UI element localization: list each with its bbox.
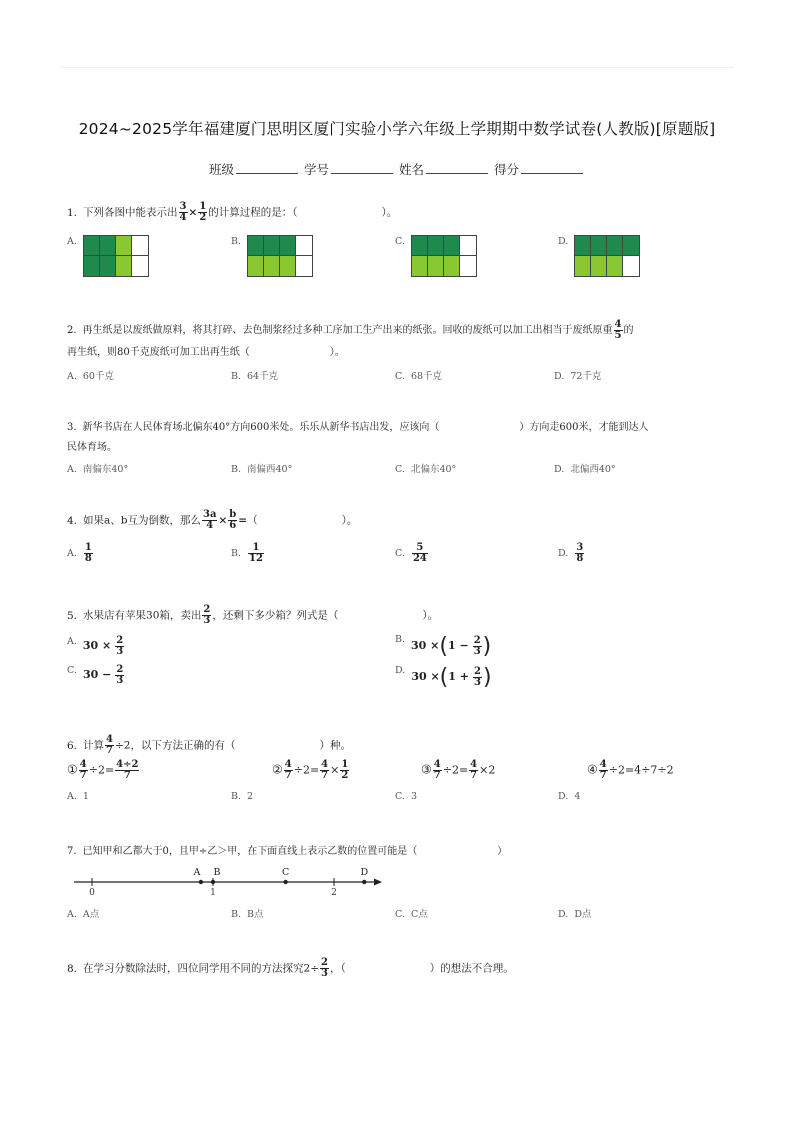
question-text: 在学习分数除法时，四位同学用不同的方法探究2÷	[83, 962, 320, 975]
operator: ×	[188, 206, 198, 219]
question-number: 1.	[67, 206, 78, 219]
question-text: 水果店有苹果30箱，卖出	[83, 609, 202, 622]
grid-cell	[84, 256, 100, 276]
grid-cell	[460, 256, 476, 276]
grid-cell	[591, 236, 607, 256]
question-text: ÷2，以下方法正确的有（ ）种。	[115, 739, 351, 752]
grid-cell	[132, 256, 148, 276]
point-a	[199, 880, 203, 884]
grid-cell	[100, 236, 116, 256]
q1-option-c[interactable]: C.	[395, 236, 405, 247]
q6-option-c[interactable]: C. 3	[395, 791, 417, 802]
q4-option-a[interactable]: A. $\frac{1}{8}$	[67, 542, 92, 564]
q2-option-c[interactable]: C. 68千克	[395, 371, 443, 382]
question-8: 8. 在学习分数除法时，四位同学用不同的方法探究2÷ $\frac{2}{3}$ ，（ ）的想法不合理。	[67, 957, 514, 979]
q4-option-d[interactable]: D. $\frac{3}{8}$	[558, 542, 584, 564]
grid-cell	[428, 236, 444, 256]
grid-cell	[116, 256, 132, 276]
grid-cell	[575, 236, 591, 256]
tick-label: 1	[210, 888, 216, 898]
student-id-blank[interactable]	[331, 161, 393, 174]
q2-option-a[interactable]: A. 60千克	[67, 371, 114, 382]
q4-option-c[interactable]: C. $\frac{5}{24}$	[395, 542, 427, 564]
grid-cell	[248, 236, 264, 256]
question-text: 再生纸，则80千克废纸可加工出再生纸（ ）。	[67, 347, 345, 358]
q3-option-a[interactable]: A. 南偏东40°	[67, 464, 129, 475]
question-5: 5. 水果店有苹果30箱，卖出 $\frac{2}{3}$ ，还剩下多少箱？列式是（ ）。	[67, 604, 439, 626]
point-label: A	[193, 867, 201, 878]
operator: ×	[218, 514, 228, 527]
top-divider	[60, 67, 734, 68]
question-text: 计算	[83, 739, 105, 752]
page-title: 2024~2025学年福建厦门思明区厦门实验小学六年级上学期期中数学试卷(人教版)[原题版]	[78, 120, 716, 138]
q7-option-d[interactable]: D. D点	[558, 909, 592, 920]
operator: =	[238, 514, 248, 527]
class-label: 班级	[208, 162, 234, 177]
q1-grid-c	[411, 235, 477, 277]
question-3-line2	[67, 438, 117, 453]
name-label: 姓名	[398, 162, 424, 177]
grid-cell	[100, 256, 116, 276]
number-line	[70, 860, 390, 900]
grid-cell	[296, 256, 312, 276]
question-2	[67, 320, 634, 341]
question-1	[67, 202, 397, 223]
q7-option-a[interactable]: A. A点	[67, 909, 100, 920]
question-7: 7. 已知甲和乙都大于0，且甲÷乙＞甲，在下面直线上表示乙数的位置可能是（ ）	[67, 846, 508, 857]
question-4: 4. 如果a、b互为倒数，那么 $\frac{3a}{4}$ × $\frac{b}{6}$ =（ ）。	[67, 509, 358, 531]
fraction: $\frac{4}{5}$	[614, 319, 622, 341]
q7-option-c[interactable]: C. C点	[395, 909, 428, 920]
point-label: C	[281, 867, 290, 878]
grid-cell	[607, 256, 623, 276]
fraction: $\frac{b}{6}$	[229, 509, 237, 531]
grid-cell	[280, 256, 296, 276]
q4-option-b[interactable]: B. $\frac{1}{12}$	[231, 542, 263, 564]
grid-cell	[264, 236, 280, 256]
q1-grid-d	[574, 235, 640, 277]
question-text: ，还剩下多少箱？列式是（ ）。	[212, 609, 439, 622]
question-text: 再生纸是以废纸做原料，将其打碎、去色制浆经过多种工序加工生产出来的纸张。回收的废纸可以加工出相当于废纸原重	[82, 325, 613, 336]
q5-option-c[interactable]: C. 30 − $\frac{2}{3}$	[67, 664, 124, 686]
point-label: D	[360, 867, 369, 878]
question-text: 如果a、b互为倒数，那么	[83, 514, 202, 527]
q1-option-a[interactable]: A.	[67, 236, 77, 247]
q6-option-d[interactable]: D. 4	[558, 791, 581, 802]
q5-option-a[interactable]: A. 30 × $\frac{2}{3}$	[67, 635, 124, 657]
tick-label: 0	[89, 888, 95, 898]
tick-label: 2	[331, 888, 337, 898]
fraction: $\frac{1}{2}$	[199, 201, 207, 223]
q1-grid-a	[83, 235, 149, 277]
q1-option-b[interactable]: B.	[231, 236, 242, 247]
q6-method-4: ④ $\frac{4}{7}$ ÷2=4÷7÷2	[587, 759, 674, 781]
q1-option-d[interactable]: D.	[558, 236, 569, 247]
grid-cell	[280, 236, 296, 256]
name-blank[interactable]	[426, 161, 488, 174]
fraction: $\frac{2}{3}$	[203, 604, 211, 626]
q7-option-b[interactable]: B. B点	[231, 909, 264, 920]
question-number: 2.	[67, 325, 77, 336]
question-text: 下列各图中能表示出	[83, 206, 178, 219]
question-text: 新华书店在人民体育场北偏东40°方向600米处。乐乐从新华书店出发，应该向（ ）方向走600米，才能到达人	[82, 422, 649, 433]
grid-cell	[607, 236, 623, 256]
fraction: $\frac{3}{4}$	[179, 201, 187, 223]
q6-method-2: ② $\frac{4}{7}$ ÷2= $\frac{4}{7}$ × $\frac{1}{2}$	[272, 759, 349, 781]
q6-option-a[interactable]: A. 1	[67, 791, 89, 802]
grid-cell	[428, 256, 444, 276]
q6-method-1: ① $\frac{4}{7}$ ÷2= $\frac{4\div 2}{7}$	[67, 759, 139, 781]
question-text: （ ）。	[247, 514, 358, 527]
fraction: $\frac{2}{3}$	[321, 957, 328, 979]
grid-cell	[444, 256, 460, 276]
point-b	[211, 880, 215, 884]
point-d	[362, 880, 366, 884]
fraction: $\frac{4}{7}$	[106, 734, 113, 756]
question-text: 的	[623, 325, 634, 336]
arrow-head	[374, 879, 382, 886]
grid-cell	[460, 236, 476, 256]
grid-cell	[116, 236, 132, 256]
grid-cell	[444, 236, 460, 256]
q6-option-b[interactable]: B. 2	[231, 791, 254, 802]
q3-option-c[interactable]: C. 北偏东40°	[395, 464, 457, 475]
student-id-label: 学号	[303, 162, 329, 177]
grid-cell	[412, 256, 428, 276]
question-text: ，（ ）的想法不合理。	[329, 962, 514, 975]
q6-method-3: ③ $\frac{4}{7}$ ÷2= $\frac{4}{7}$ ×2	[421, 759, 496, 781]
point-c	[283, 880, 287, 884]
grid-cell	[264, 256, 280, 276]
question-2-line2	[67, 343, 345, 358]
grid-cell	[412, 236, 428, 256]
q2-option-b[interactable]: B. 64千克	[231, 371, 279, 382]
q3-option-b[interactable]: B. 南偏西40°	[231, 464, 293, 475]
grid-cell	[132, 236, 148, 256]
question-text: 的计算过程的是：（ ）。	[208, 206, 398, 219]
question-6: 6. 计算 $\frac{4}{7}$ ÷2，以下方法正确的有（ ）种。	[67, 734, 351, 756]
q5-option-b[interactable]: B. 30 ×(1 − $\frac{2}{3}$ )	[395, 634, 492, 659]
student-info-line	[0, 160, 794, 178]
grid-cell	[296, 236, 312, 256]
question-text: 民体育场。	[67, 442, 117, 453]
grid-cell	[623, 236, 639, 256]
grid-cell	[591, 256, 607, 276]
q5-option-d[interactable]: D. 30 ×(1 + $\frac{2}{3}$ )	[395, 665, 492, 690]
q2-option-d[interactable]: D. 72千克	[554, 371, 602, 382]
point-label: B	[213, 867, 221, 878]
question-3: 3. 新华书店在人民体育场北偏东40°方向600米处。乐乐从新华书店出发，应该向（ ）方向走600米，才能到达人	[67, 422, 649, 433]
class-blank[interactable]	[236, 161, 298, 174]
grid-cell	[84, 236, 100, 256]
q3-option-d[interactable]: D. 北偏西40°	[554, 464, 616, 475]
score-blank[interactable]	[521, 161, 583, 174]
fraction: $\frac{3a}{4}$	[203, 509, 217, 531]
q1-grid-b	[247, 235, 313, 277]
score-label: 得分	[493, 162, 519, 177]
question-text: 已知甲和乙都大于0，且甲÷乙＞甲，在下面直线上表示乙数的位置可能是（ ）	[82, 846, 508, 857]
grid-cell	[248, 256, 264, 276]
grid-cell	[575, 256, 591, 276]
grid-cell	[623, 256, 639, 276]
